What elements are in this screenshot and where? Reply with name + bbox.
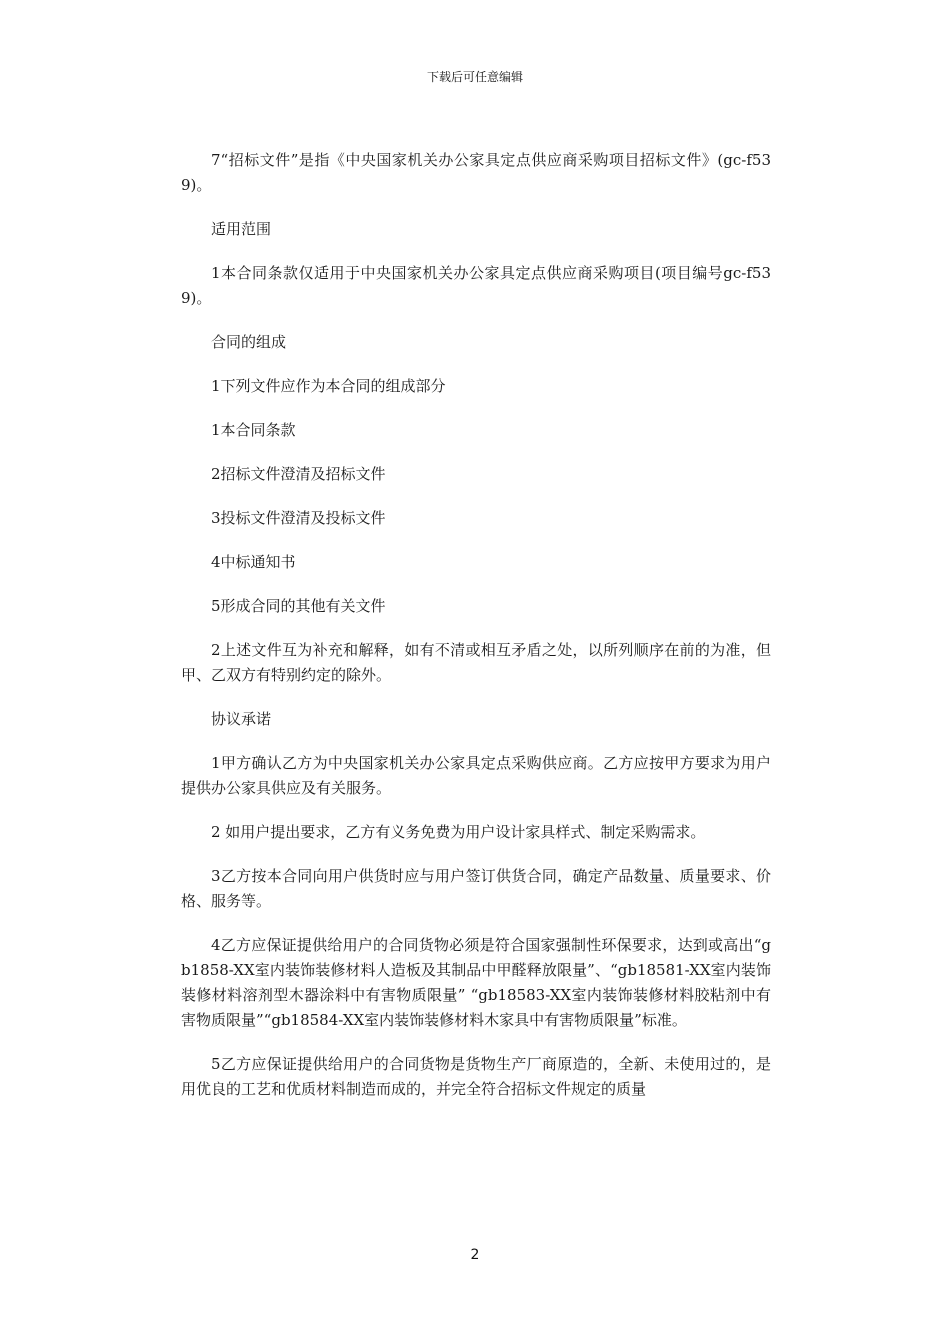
list-item-bid-docs: 3投标文件澄清及投标文件 [211,509,386,527]
section-heading-commitments: 协议承诺 [211,710,272,728]
list-item-tender-docs: 2招标文件澄清及招标文件 [211,465,386,483]
paragraph-tender-doc-definition: 7“招标文件”是指《中央国家机关办公家具定点供应商采购项目招标文件》(gc-f539)。 [181,151,771,194]
section-heading-composition: 合同的组成 [211,333,287,351]
paragraph-commitment-2: 2 如用户提出要求，乙方有义务免费为用户设计家具样式、制定采购需求。 [211,823,706,841]
paragraph-document-precedence: 2上述文件互为补充和解释，如有不清或相互矛盾之处，以所列顺序在前的为准，但甲、乙双方有特别约定的除外。 [181,641,771,684]
document-body [181,148,771,1121]
section-heading-scope: 适用范围 [211,220,272,238]
paragraph-commitment-1: 1甲方确认乙方为中央国家机关办公家具定点采购供应商。乙方应按甲方要求为用户提供办公家具供应及有关服务。 [181,754,771,797]
page-header-note: 下载后可任意编辑 [426,70,523,84]
paragraph-commitment-3: 3乙方按本合同向用户供货时应与用户签订供货合同，确定产品数量、质量要求、价格、服务等。 [181,867,771,910]
paragraph-composition-intro: 1下列文件应作为本合同的组成部分 [211,377,446,395]
paragraph-commitment-5: 5乙方应保证提供给用户的合同货物是货物生产厂商原造的，全新、未使用过的，是用优良的工艺和优质材料制造而成的，并完全符合招标文件规定的质量 [181,1055,771,1098]
list-item-award-notice: 4中标通知书 [211,553,296,571]
page-number: 2 [470,1247,480,1263]
list-item-contract-terms: 1本合同条款 [211,421,296,439]
paragraph-scope: 1本合同条款仅适用于中央国家机关办公家具定点供应商采购项目(项目编号gc-f539)。 [181,264,771,307]
list-item-other-docs: 5形成合同的其他有关文件 [211,597,386,615]
paragraph-commitment-4: 4乙方应保证提供给用户的合同货物必须是符合国家强制性环保要求，达到或高出“gb1858-XX室内装饰装修材料人造板及其制品中甲醛释放限量”、“gb18581-XX室内装饰装修材料溶剂型木器涂料中有害物质限量” “gb18583-XX室内装饰装修材料胶粘剂中有害物质限量”“gb18584-XX室内装饰装修材料木家具中有害物质限量”标准。 [181,936,771,1029]
